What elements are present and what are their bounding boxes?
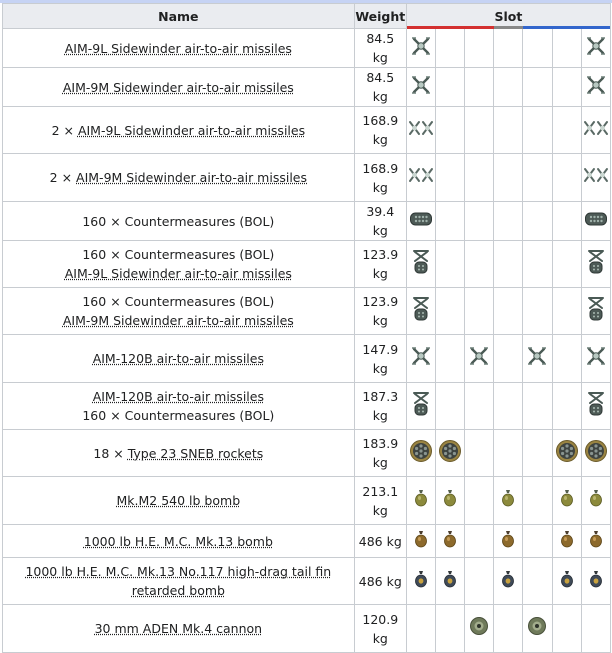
weapon-link[interactable]: AIM-120B air-to-air missiles: [92, 389, 264, 404]
slot-cell: [581, 68, 610, 107]
slot-cell: [552, 525, 581, 558]
slot-cell: [465, 154, 494, 202]
slot-cell: [494, 430, 523, 477]
weapon-name-line: [5, 406, 352, 425]
slot-cell: [581, 288, 610, 335]
table-row: [3, 430, 611, 477]
weight-cell: 187.3 kg: [354, 383, 406, 430]
weapon-count-prefix: 2 ×: [49, 170, 77, 185]
table-row: [3, 68, 611, 107]
slot-cell: [436, 154, 465, 202]
table-row: [3, 288, 611, 335]
rocket-pod-icon: [436, 439, 464, 468]
twin-missile-icon: [582, 120, 610, 141]
slot-cell: [552, 430, 581, 477]
weapon-count-prefix: 18 ×: [93, 445, 128, 461]
weapon-name-line: [5, 311, 352, 330]
slot-cell: [552, 605, 581, 653]
slot-cell: [436, 525, 465, 558]
slot-cell: [494, 241, 523, 288]
slot-cell: [465, 477, 494, 525]
weapon-label: 160 × Countermeasures (BOL): [82, 247, 275, 262]
weapon-name-cell: [3, 383, 355, 430]
weapon-name-cell: [3, 477, 355, 525]
bomb-olive-icon: [494, 489, 522, 512]
slot-cell: [581, 335, 610, 383]
slot-cell: [465, 29, 494, 68]
weapon-label: 160 × Countermeasures (BOL): [82, 213, 275, 229]
slot-cell: [406, 558, 435, 605]
slot-cell: [552, 107, 581, 154]
slot-cell: [494, 288, 523, 335]
slot-header-label: Slot: [494, 8, 523, 24]
twin-missile-icon: [407, 167, 435, 188]
table-header-row: [3, 4, 611, 29]
slot-cell: [581, 202, 610, 241]
slot-cell: [436, 288, 465, 335]
weapon-name-line: [5, 619, 352, 638]
slot-cell: [523, 430, 552, 477]
missile-x-icon: [582, 345, 610, 372]
weapon-name-line: [5, 264, 352, 283]
bomb-dark-icon: [407, 570, 435, 593]
weapon-name-cell: [3, 29, 355, 68]
slot-cell: [581, 29, 610, 68]
slot-cell: [406, 335, 435, 383]
missile-pod-icon: [407, 296, 435, 327]
missile-pod-icon: [407, 249, 435, 280]
weapon-name-line: [5, 444, 352, 463]
slot-cell: [552, 477, 581, 525]
missile-x-icon: [465, 345, 493, 372]
slot-cell: [436, 68, 465, 107]
slot-cell: [406, 383, 435, 430]
weight-cell: 168.9 kg: [354, 154, 406, 202]
weight-cell: 147.9 kg: [354, 335, 406, 383]
weapon-name-line: [5, 562, 352, 600]
slot-cell: [552, 241, 581, 288]
weight-cell: 183.9 kg: [354, 430, 406, 477]
slot-cell: [552, 383, 581, 430]
slot-cell: [494, 29, 523, 68]
weapon-count-prefix: 2 ×: [51, 122, 78, 138]
weight-cell: 213.1 kg: [354, 477, 406, 525]
missile-x-icon: [407, 345, 435, 372]
slot-cell: [436, 383, 465, 430]
slot-cell: [465, 383, 494, 430]
slot-cell: [581, 430, 610, 477]
weight-cell: 486 kg: [354, 558, 406, 605]
missile-x-icon: [523, 345, 551, 372]
slot-cell: [406, 29, 435, 68]
bomb-olive-icon: [582, 489, 610, 512]
table-row: [3, 383, 611, 430]
slot-cell: [465, 202, 494, 241]
slot-cell: [523, 477, 552, 525]
slot-cell: [494, 558, 523, 605]
missile-x-icon: [407, 35, 435, 62]
slot-cell: [406, 68, 435, 107]
slot-cell: [436, 29, 465, 68]
missile-pod-icon: [582, 296, 610, 327]
slot-cell: [465, 558, 494, 605]
weight-cell: 123.9 kg: [354, 241, 406, 288]
slot-cell: [436, 477, 465, 525]
weight-cell: 120.9 kg: [354, 605, 406, 653]
slot-cell: [523, 154, 552, 202]
weapon-name-cell: [3, 202, 355, 241]
missile-pod-icon: [582, 249, 610, 280]
weapon-name-cell: [3, 68, 355, 107]
cannon-pod-icon: [465, 616, 493, 641]
table-row: [3, 477, 611, 525]
slot-cell: [552, 202, 581, 241]
table-row: [3, 335, 611, 383]
slot-cell: [552, 68, 581, 107]
bomb-bronze-icon: [436, 530, 464, 553]
slot-cell: [494, 525, 523, 558]
slot-cell: [523, 107, 552, 154]
slot-cell: [581, 107, 610, 154]
slot-cell: [494, 202, 523, 241]
slot-cell: [406, 107, 435, 154]
weapon-link[interactable]: AIM-9L Sidewinder air-to-air missiles: [64, 266, 292, 281]
weapon-name-line: [5, 78, 352, 97]
weight-cell: 84.5 kg: [354, 68, 406, 107]
weapon-link[interactable]: AIM-9L Sidewinder air-to-air missiles: [64, 40, 292, 56]
slot-cell: [465, 430, 494, 477]
weapon-name-line: [5, 292, 352, 311]
slot-cell: [406, 525, 435, 558]
slot-cell: [523, 558, 552, 605]
slot-cell: [406, 430, 435, 477]
loadout-table: [2, 3, 611, 653]
weapon-link[interactable]: AIM-9L Sidewinder air-to-air missiles: [77, 122, 306, 138]
weapon-name-line: [5, 121, 352, 140]
countermeasure-pod-icon: [407, 211, 435, 232]
slot-cell: [494, 107, 523, 154]
weight-cell: 39.4 kg: [354, 202, 406, 241]
missile-pod-icon: [407, 391, 435, 422]
table-row: [3, 107, 611, 154]
slot-cell: [494, 154, 523, 202]
missile-x-icon: [582, 74, 610, 101]
weapon-link[interactable]: Type 23 SNEB rockets: [127, 445, 264, 461]
missile-x-icon: [582, 35, 610, 62]
slot-cell: [436, 430, 465, 477]
weapon-name-cell: [3, 241, 355, 288]
slot-cell: [436, 605, 465, 653]
slot-cell: [465, 335, 494, 383]
slot-column-header[interactable]: [406, 4, 610, 29]
twin-missile-icon: [582, 167, 610, 188]
slot-cell: [406, 202, 435, 241]
slot-cell: [581, 605, 610, 653]
slot-cell: [494, 605, 523, 653]
weight-column-header[interactable]: Weight: [354, 4, 406, 29]
slot-cell: [436, 558, 465, 605]
slot-cell: [494, 477, 523, 525]
weapon-name-line: [5, 39, 352, 58]
weapon-name-cell: [3, 430, 355, 477]
countermeasure-pod-icon: [582, 211, 610, 232]
slot-cell: [581, 558, 610, 605]
slot-cell: [406, 288, 435, 335]
slot-cell: [465, 107, 494, 154]
slot-cell: [465, 241, 494, 288]
slot-cell: [523, 335, 552, 383]
weapon-link[interactable]: AIM-9M Sidewinder air-to-air missiles: [62, 313, 294, 328]
bomb-dark-icon: [582, 570, 610, 593]
weapon-name-cell: [3, 335, 355, 383]
slot-cell: [523, 68, 552, 107]
weapon-name-cell: [3, 154, 355, 202]
weight-cell: 123.9 kg: [354, 288, 406, 335]
table-row: [3, 241, 611, 288]
slot-cell: [523, 241, 552, 288]
bomb-bronze-icon: [582, 530, 610, 553]
bomb-bronze-icon: [553, 530, 581, 553]
weapon-link[interactable]: AIM-9M Sidewinder air-to-air missiles: [62, 79, 294, 95]
table-row: [3, 525, 611, 558]
slot-cell: [436, 107, 465, 154]
bomb-olive-icon: [436, 489, 464, 512]
slot-cell: [581, 525, 610, 558]
table-row: [3, 558, 611, 605]
table-row: [3, 605, 611, 653]
slot-cell: [406, 477, 435, 525]
slot-cell: [552, 335, 581, 383]
slot-cell: [581, 154, 610, 202]
weapon-label: 160 × Countermeasures (BOL): [82, 294, 275, 309]
slot-cell: [523, 29, 552, 68]
rocket-pod-icon: [553, 439, 581, 468]
weapon-name-line: [5, 245, 352, 264]
bomb-olive-icon: [553, 489, 581, 512]
slot-cell: [581, 477, 610, 525]
weapon-link[interactable]: 30 mm ADEN Mk.4 cannon: [94, 621, 263, 636]
rocket-pod-icon: [407, 439, 435, 468]
name-column-header[interactable]: Name: [3, 4, 355, 29]
slot-cell: [494, 68, 523, 107]
weapon-name-line: [5, 387, 352, 406]
weapon-link[interactable]: 1000 lb H.E. M.C. Mk.13 bomb: [83, 533, 273, 549]
slot-cell: [406, 154, 435, 202]
weapon-name-line: [5, 168, 352, 187]
table-row: [3, 202, 611, 241]
weight-cell: 84.5 kg: [354, 29, 406, 68]
weapon-name-cell: [3, 107, 355, 154]
weapon-name-line: [5, 491, 352, 510]
slot-cell: [581, 383, 610, 430]
missile-x-icon: [407, 74, 435, 101]
slot-cell: [523, 202, 552, 241]
weapon-label: 160 × Countermeasures (BOL): [82, 408, 275, 423]
missile-pod-icon: [582, 391, 610, 422]
weapon-name-line: [5, 349, 352, 368]
slot-cell: [523, 288, 552, 335]
slot-cell: [552, 29, 581, 68]
slot-cell: [494, 383, 523, 430]
slot-cell: [581, 241, 610, 288]
bomb-olive-icon: [407, 489, 435, 512]
slot-cell: [406, 241, 435, 288]
slot-cell: [552, 288, 581, 335]
slot-cell: [465, 288, 494, 335]
table-row: [3, 154, 611, 202]
slot-cell: [523, 605, 552, 653]
weapon-name-cell: [3, 525, 355, 558]
slot-cell: [494, 335, 523, 383]
weapon-link[interactable]: Mk.M2 540 lb bomb: [116, 493, 241, 508]
weapon-link[interactable]: AIM-120B air-to-air missiles: [92, 351, 264, 366]
slot-cell: [523, 525, 552, 558]
weapon-name-cell: [3, 288, 355, 335]
slot-cell: [465, 605, 494, 653]
bomb-bronze-icon: [494, 530, 522, 553]
slot-cell: [465, 525, 494, 558]
slot-cell: [436, 202, 465, 241]
slot-cell: [436, 335, 465, 383]
weapon-name-line: [5, 532, 352, 551]
weapon-link[interactable]: AIM-9M Sidewinder air-to-air missiles: [76, 170, 308, 185]
weapon-name-line: [5, 212, 352, 231]
weapon-name-cell: [3, 605, 355, 653]
weapon-name-cell: [3, 558, 355, 605]
bomb-dark-icon: [494, 570, 522, 593]
weight-cell: 486 kg: [354, 525, 406, 558]
slot-cell: [406, 605, 435, 653]
weapon-link[interactable]: 1000 lb H.E. M.C. Mk.13 No.117 high-drag tail fin retarded bomb: [25, 564, 332, 598]
slot-cell: [523, 383, 552, 430]
twin-missile-icon: [407, 120, 435, 141]
rocket-pod-icon: [582, 439, 610, 468]
table-row: [3, 29, 611, 68]
slot-cell: [552, 558, 581, 605]
slot-cell: [552, 154, 581, 202]
slot-cell: [436, 241, 465, 288]
weight-cell: 168.9 kg: [354, 107, 406, 154]
bomb-bronze-icon: [407, 530, 435, 553]
cannon-pod-icon: [523, 616, 551, 641]
bomb-dark-icon: [553, 570, 581, 593]
slot-cell: [465, 68, 494, 107]
bomb-dark-icon: [436, 570, 464, 593]
